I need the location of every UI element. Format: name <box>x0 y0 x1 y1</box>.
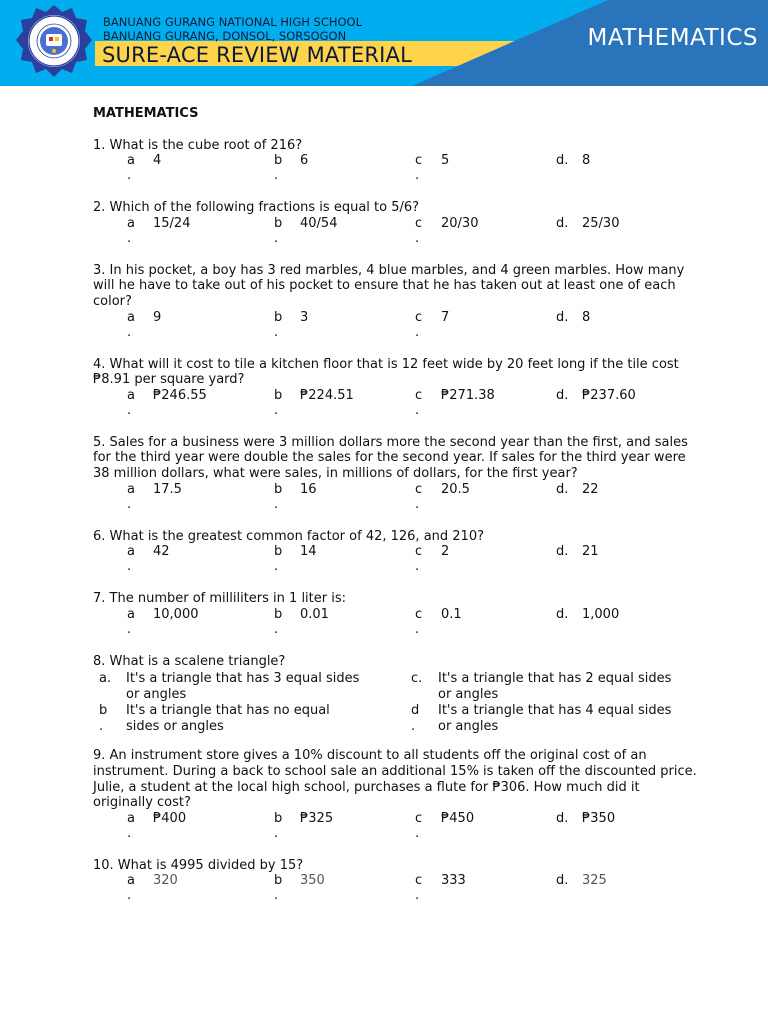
choice-value: 0.1 <box>441 606 462 622</box>
answer-choice <box>274 387 354 418</box>
choice-value: 350 <box>300 873 325 889</box>
choice-dot: . <box>127 888 132 904</box>
choice-letter: c. <box>411 671 423 687</box>
choice-value: 320 <box>153 873 178 889</box>
choice-value: ₱450 <box>441 810 475 826</box>
school-seal-icon <box>16 4 92 80</box>
question-text: 10. What is 4995 divided by 15? <box>93 857 304 873</box>
choice-value: 2 <box>441 544 450 560</box>
answer-choice <box>556 310 590 326</box>
answer-choice <box>274 606 329 637</box>
choice-letter: d. <box>556 873 569 889</box>
choice-row <box>93 544 703 576</box>
choice-value: 15/24 <box>153 215 191 231</box>
question-4 <box>93 357 703 420</box>
choice-dot: . <box>274 324 279 340</box>
school-address: BANUANG GURANG, DONSOL, SORSOGON <box>103 29 347 43</box>
choice-value: It's a triangle that has no equal sides or angles <box>126 703 330 734</box>
question-text: 2. Which of the following fractions is equal to 5/6? <box>93 200 420 216</box>
choice-letter: b <box>274 481 283 497</box>
choice-letter: c <box>415 215 423 231</box>
question-text: 9. An instrument store gives a 10% discount to all students off the original cost of an instrument. During a back to school sale an additional 15% is taken off the discounted price. Julie, a student at the local high school, purchases a flute for ₱306. How much did it originally cost? <box>93 748 697 811</box>
choice-letter: a <box>127 153 135 169</box>
answer-choice <box>415 481 470 512</box>
choice-letter: b <box>274 810 283 826</box>
answer-choice <box>127 387 207 418</box>
answer-choice <box>274 153 309 184</box>
choice-value: 0.01 <box>300 606 329 622</box>
answer-choice <box>127 810 187 841</box>
choice-dot: . <box>274 168 279 184</box>
answer-choice <box>274 810 334 841</box>
choice-dot: . <box>415 559 420 575</box>
choice-letter: c <box>415 544 423 560</box>
choice-value: 40/54 <box>300 215 338 231</box>
choice-letter: a <box>127 544 135 560</box>
answer-choice <box>127 606 199 637</box>
question-text: 4. What will it cost to tile a kitchen floor that is 12 feet wide by 20 feet long if the tile cost ₱8.91 per square yard? <box>93 356 679 388</box>
question-text: 6. What is the greatest common factor of 42, 126, and 210? <box>93 528 485 544</box>
question-text: 3. In his pocket, a boy has 3 red marbles, 4 blue marbles, and 4 green marbles. How many will he have to take out of his pocket to ensure that he has taken out at least one of each color? <box>93 262 685 309</box>
choice-value: 5 <box>441 153 450 169</box>
choice-value: It's a triangle that has 3 equal sides or angles <box>126 671 360 702</box>
choice-dot: . <box>415 621 420 637</box>
choice-letter: c <box>415 309 423 325</box>
choice-letter: a <box>127 481 135 497</box>
choice-row <box>93 482 703 514</box>
choice-value: It's a triangle that has 4 equal sides or angles <box>438 703 672 734</box>
choice-letter: d. <box>556 215 569 231</box>
choice-letter: d . <box>411 703 420 734</box>
answer-choice <box>556 544 599 560</box>
choice-dot: . <box>274 496 279 512</box>
choice-value: 325 <box>582 873 607 889</box>
answer-choice <box>274 309 309 340</box>
question-3 <box>93 263 703 342</box>
choice-letter: b <box>274 606 283 622</box>
answer-choice <box>415 387 495 418</box>
question-1 <box>93 138 703 186</box>
answer-choice <box>127 153 162 184</box>
choice-letter: c <box>415 873 423 889</box>
choice-value: 20/30 <box>441 215 479 231</box>
answer-choice <box>556 216 619 232</box>
choice-value: 25/30 <box>582 215 620 231</box>
choice-letter: b <box>274 544 283 560</box>
choice-value: 333 <box>441 873 466 889</box>
choice-letter: b <box>274 387 283 403</box>
choice-letter: c <box>415 387 423 403</box>
choice-value: 6 <box>300 153 309 169</box>
choice-dot: . <box>415 324 420 340</box>
answer-choice <box>274 215 338 246</box>
choice-letter: a <box>127 309 135 325</box>
choice-row <box>93 310 703 342</box>
choice-letter: b <box>274 215 283 231</box>
choice-value: 10,000 <box>153 606 199 622</box>
choice-letter: d. <box>556 544 569 560</box>
choice-value: 8 <box>582 153 591 169</box>
choice-value: ₱224.51 <box>300 387 354 403</box>
material-title: SURE-ACE REVIEW MATERIAL <box>102 43 413 67</box>
answer-choice <box>415 544 450 575</box>
answer-choice <box>274 544 317 575</box>
header-banner <box>0 0 768 86</box>
question-text: 7. The number of milliliters in 1 liter is: <box>93 591 347 607</box>
choice-dot: . <box>127 230 132 246</box>
choice-letter: a <box>127 810 135 826</box>
question-text: 8. What is a scalene triangle? <box>93 653 286 669</box>
choice-letter: a <box>127 215 135 231</box>
school-name: BANUANG GURANG NATIONAL HIGH SCHOOL <box>103 15 363 29</box>
answer-choice <box>127 481 182 512</box>
choice-dot: . <box>274 825 279 841</box>
answer-choice <box>556 607 619 623</box>
choice-value: ₱271.38 <box>441 387 495 403</box>
document-body <box>93 106 703 920</box>
choice-value: 9 <box>153 309 162 325</box>
question-text: 5. Sales for a business were 3 million dollars more the second year than the first, and sales for the third year were double the sales for the second year. If sales for the third year were 38 million dollars, what were sales, in millions of dollars, for the first year? <box>93 434 688 481</box>
choice-letter: d. <box>556 387 569 403</box>
answer-choice <box>556 388 636 404</box>
choice-dot: . <box>274 621 279 637</box>
choice-dot: . <box>415 825 420 841</box>
answer-choice <box>127 544 170 575</box>
choice-value: 17.5 <box>153 481 182 497</box>
section-heading: MATHEMATICS <box>93 106 199 121</box>
choice-value: 4 <box>153 153 162 169</box>
choice-row <box>93 216 703 248</box>
choice-letter: a <box>127 606 135 622</box>
choice-value: 20.5 <box>441 481 470 497</box>
choice-value: 16 <box>300 481 317 497</box>
choice-dot: . <box>415 888 420 904</box>
choice-value: ₱237.60 <box>582 387 636 403</box>
choice-letter: b <box>274 309 283 325</box>
question-2 <box>93 200 703 248</box>
answer-choice <box>415 873 466 904</box>
question-8 <box>93 654 703 736</box>
choice-value: ₱400 <box>153 810 187 826</box>
answer-choice <box>415 309 450 340</box>
question-list <box>93 138 703 906</box>
answer-choice <box>127 873 178 904</box>
choice-value: 21 <box>582 544 599 560</box>
choice-row <box>93 811 703 843</box>
choice-value: 42 <box>153 544 170 560</box>
choice-letter: c <box>415 810 423 826</box>
question-7 <box>93 591 703 639</box>
choice-letter: c <box>415 481 423 497</box>
answer-choice <box>556 811 615 827</box>
choice-dot: . <box>127 621 132 637</box>
choice-dot: . <box>415 230 420 246</box>
choice-letter: a <box>127 387 135 403</box>
choice-dot: . <box>415 496 420 512</box>
question-9 <box>93 748 703 842</box>
choice-value: 7 <box>441 309 450 325</box>
answer-choice <box>415 153 450 184</box>
choice-letter: c <box>415 606 423 622</box>
answer-choice <box>127 309 162 340</box>
choice-letter: c <box>415 153 423 169</box>
answer-choice <box>556 873 607 889</box>
choice-value: 22 <box>582 481 599 497</box>
choice-dot: . <box>274 230 279 246</box>
choice-value: 3 <box>300 309 309 325</box>
choice-letter: b . <box>99 703 108 734</box>
choice-letter: d. <box>556 481 569 497</box>
choice-row <box>93 607 703 639</box>
choice-dot: . <box>274 402 279 418</box>
answer-choice <box>556 153 590 169</box>
choice-row <box>93 153 703 185</box>
choice-row <box>93 388 703 420</box>
question-5 <box>93 435 703 514</box>
choice-value: 8 <box>582 309 591 325</box>
choice-dot: . <box>127 168 132 184</box>
choice-value: ₱246.55 <box>153 387 207 403</box>
choice-letter: a. <box>99 671 112 687</box>
question-6 <box>93 529 703 577</box>
choice-dot: . <box>415 168 420 184</box>
choice-letter: a <box>127 873 135 889</box>
answer-choice <box>274 481 317 512</box>
answer-choice <box>556 482 599 498</box>
choice-value: 14 <box>300 544 317 560</box>
choice-value: ₱325 <box>300 810 334 826</box>
choice-dot: . <box>274 559 279 575</box>
choice-value: ₱350 <box>582 810 616 826</box>
choice-dot: . <box>274 888 279 904</box>
choice-dot: . <box>127 559 132 575</box>
choice-dot: . <box>415 402 420 418</box>
choice-dot: . <box>127 324 132 340</box>
question-text: 1. What is the cube root of 216? <box>93 137 303 153</box>
answer-choice <box>274 873 325 904</box>
choice-dot: . <box>127 496 132 512</box>
answer-choice <box>415 215 479 246</box>
choice-letter: d. <box>556 606 569 622</box>
choice-dot: . <box>127 825 132 841</box>
choice-dot: . <box>127 402 132 418</box>
choice-letter: b <box>274 153 283 169</box>
question-10 <box>93 858 703 906</box>
subject-title: MATHEMATICS <box>587 25 758 51</box>
block-choice-grid <box>93 671 703 735</box>
choice-letter: d. <box>556 810 569 826</box>
answer-choice <box>127 215 191 246</box>
choice-row <box>93 873 703 905</box>
choice-letter: d. <box>556 309 569 325</box>
choice-value: 1,000 <box>582 606 620 622</box>
answer-choice <box>415 810 475 841</box>
answer-choice <box>415 606 462 637</box>
choice-letter: d. <box>556 153 569 169</box>
choice-letter: b <box>274 873 283 889</box>
choice-value: It's a triangle that has 2 equal sides or angles <box>438 671 672 702</box>
